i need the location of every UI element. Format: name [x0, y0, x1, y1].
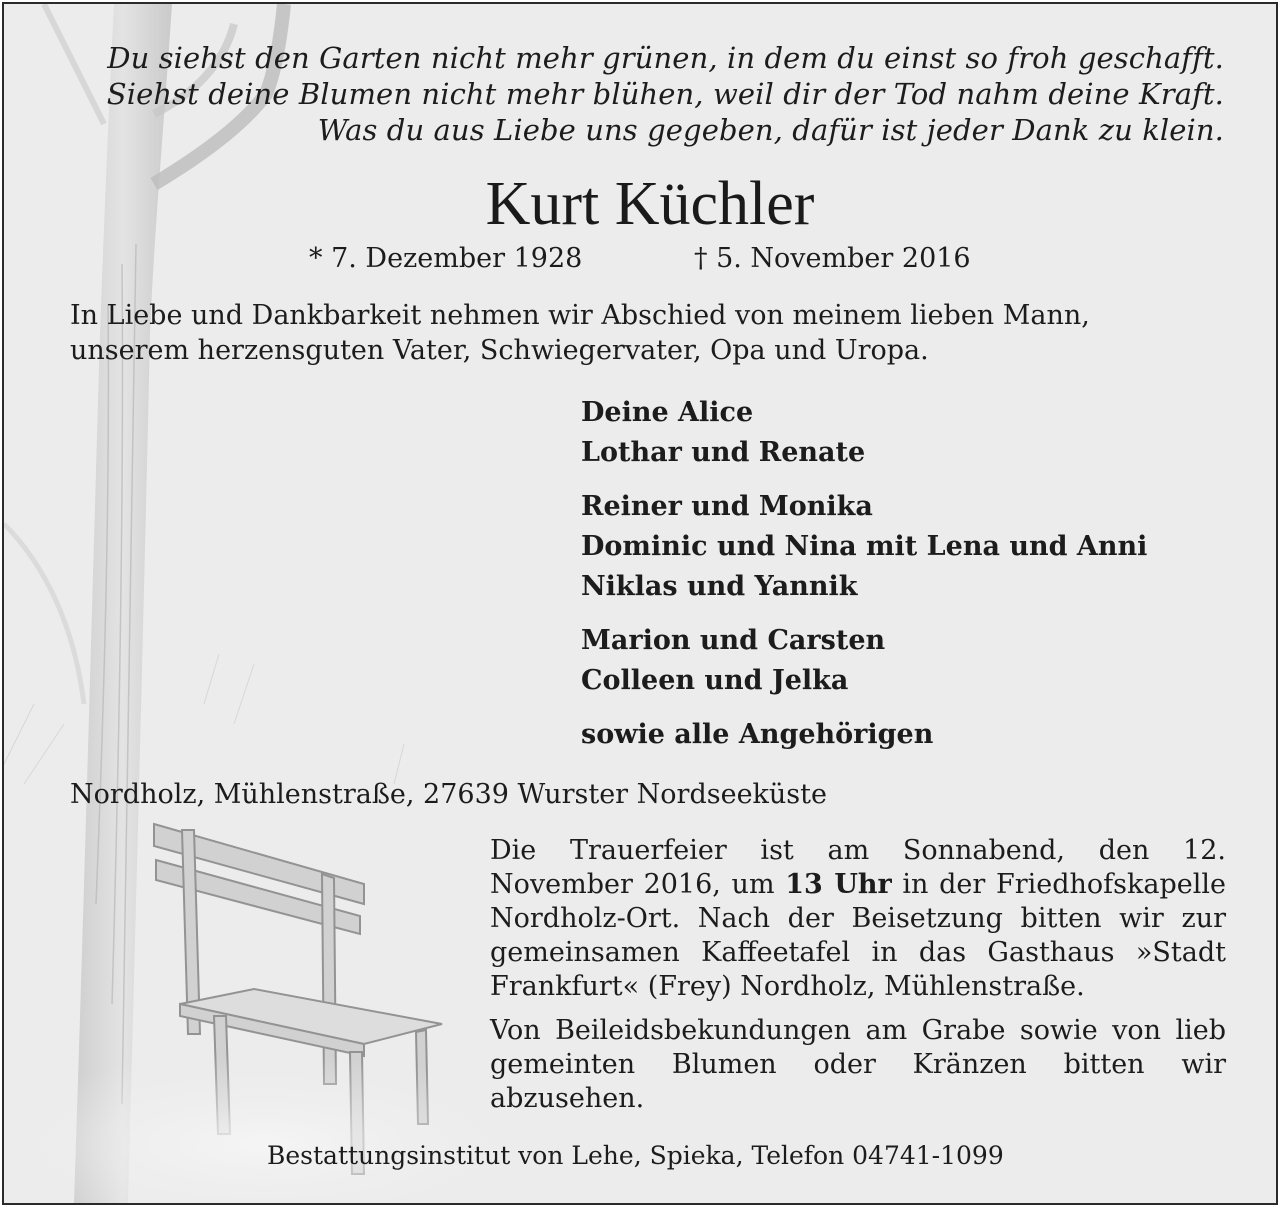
birth-date: * 7. Dezember 1928 — [309, 243, 583, 274]
family-group — [581, 487, 1147, 607]
poem — [107, 40, 1224, 148]
family-list — [581, 393, 1147, 769]
ceremony-info — [490, 834, 1226, 1126]
poem-line: Du siehst den Garten nicht mehr grünen, in dem du einst so froh geschafft. — [107, 41, 1224, 75]
ceremony-text: in der Friedhofskapelle Nordholz-Ort. Nach der Beisetzung bitten wir zur gemeinsamen Kaffeetafel in das Gasthaus »Stadt Frankfurt« (Frey) Nordholz, Mühlenstraße. — [490, 869, 1226, 1002]
intro-line: unserem herzensguten Vater, Schwiegervater, Opa und Uropa. — [70, 335, 929, 366]
poem-line: Siehst deine Blumen nicht mehr blühen, weil dir der Tod nahm deine Kraft. — [106, 77, 1224, 111]
condolence-note: Von Beileidsbekundungen am Grabe sowie von lieb gemeinten Blumen oder Kränzen bitten wir abzusehen. — [490, 1015, 1226, 1114]
family-group — [581, 715, 1147, 755]
family-member: Lothar und Renate — [581, 437, 866, 468]
funeral-home: Bestattungsinstitut von Lehe, Spieka, Telefon 04741-1099 — [267, 1141, 1004, 1170]
intro-line: In Liebe und Dankbarkeit nehmen wir Abschied von meinem lieben Mann, — [70, 300, 1090, 331]
family-member: Reiner und Monika — [581, 491, 873, 522]
family-member: Marion und Carsten — [581, 625, 886, 656]
family-member: Colleen und Jelka — [581, 665, 849, 696]
poem-line: Was du aus Liebe uns gegeben, dafür ist jeder Dank zu klein. — [317, 113, 1224, 147]
family-member: Niklas und Yannik — [581, 571, 858, 602]
ceremony-text: Die Trauerfeier ist am Sonnabend, den 12. November 2016, um — [490, 835, 1226, 900]
obituary-frame — [2, 2, 1278, 1205]
deceased-name: Kurt Küchler — [485, 170, 815, 238]
family-member: Deine Alice — [581, 397, 754, 428]
family-group — [581, 393, 1147, 473]
intro-text — [70, 298, 1228, 368]
death-date: † 5. November 2016 — [694, 243, 971, 274]
family-member: Dominic und Nina mit Lena und Anni — [581, 531, 1148, 562]
family-member: sowie alle Angehörigen — [581, 719, 934, 750]
ceremony-paragraph — [490, 834, 1226, 1004]
family-group — [581, 621, 1147, 701]
family-address: Nordholz, Mühlenstraße, 27639 Wurster Nordseeküste — [70, 779, 827, 810]
ceremony-time: 13 Uhr — [785, 869, 892, 900]
